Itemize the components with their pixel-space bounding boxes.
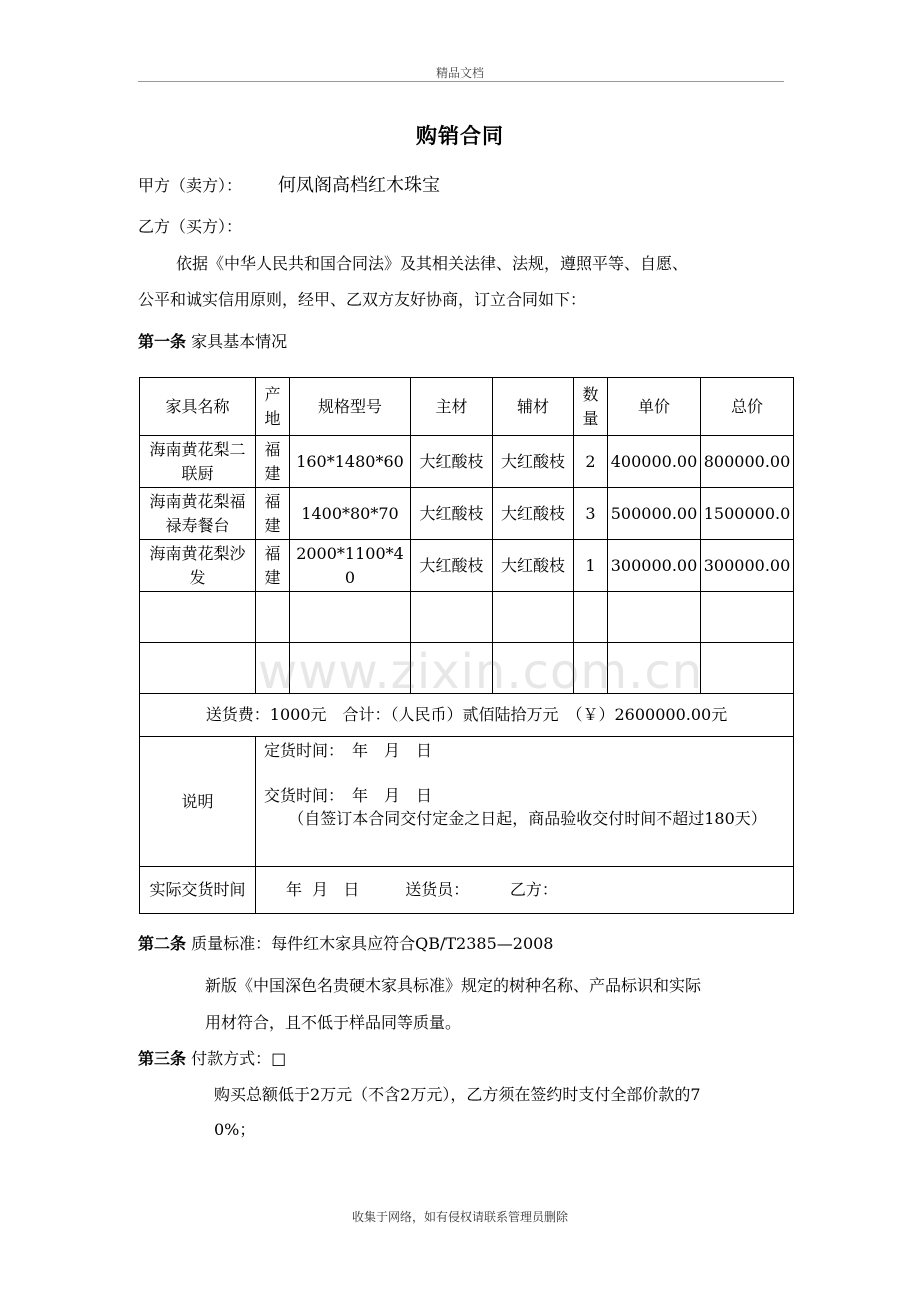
delivery-time: 交货时间： 年 月 日	[264, 786, 433, 805]
header-total-price: 总价	[701, 378, 794, 436]
article-2-line-2: 新版《中国深色名贵硬木家具标准》规定的树种名称、产品标识和实际	[205, 976, 702, 995]
intro-line-2: 公平和诚实信用原则，经甲、乙双方友好协商，订立合同如下：	[138, 290, 587, 309]
cell-aux-material: 大红酸枝	[493, 436, 574, 488]
cell-origin: 福建	[256, 488, 290, 540]
article-1-head: 第一条	[138, 332, 187, 351]
article-3-text: 付款方式：□	[191, 1049, 287, 1068]
party-a-value: 何凤阁高档红木珠宝	[278, 175, 440, 196]
header-origin: 产地	[256, 378, 290, 436]
table-row	[140, 488, 794, 540]
article-2-head: 第二条	[138, 934, 187, 953]
intro-line-1: 依据《中华人民共和国合同法》及其相关法律、法规，遵照平等、自愿、	[176, 254, 689, 273]
cell-origin: 福建	[256, 436, 290, 488]
cell-quantity: 3	[574, 488, 608, 540]
header-name: 家具名称	[140, 378, 256, 436]
cell-name: 海南黄花梨福禄寿餐台	[140, 488, 256, 540]
delivery-note: （自签订本合同交付定金之日起，商品验收交付时间不超过180天）	[288, 809, 767, 828]
article-1-text: 家具基本情况	[191, 332, 288, 351]
header-divider	[138, 81, 784, 82]
cell-unit-price: 500000.00	[608, 488, 701, 540]
cell-name: 海南黄花梨沙发	[140, 540, 256, 592]
article-3-line-2: 购买总额低于2万元（不含2万元），乙方须在签约时支付全部价款的7	[214, 1085, 701, 1104]
cell-main-material: 大红酸枝	[411, 488, 493, 540]
table-header-row	[140, 378, 794, 436]
fee-total-text: 送货费：1000元 合计：（人民币）贰佰陆拾万元 （￥）2600000.00元	[140, 694, 794, 737]
watermark: www.zixin.com.cn	[258, 644, 704, 700]
article-3	[138, 1046, 286, 1069]
cell-main-material: 大红酸枝	[411, 436, 493, 488]
article-1	[138, 329, 287, 352]
cell-total-price: 300000.00	[701, 540, 794, 592]
note-content	[256, 737, 794, 867]
table-row	[140, 540, 794, 592]
header-main-material: 主材	[411, 378, 493, 436]
cell-quantity: 1	[574, 540, 608, 592]
cell-spec: 160*1480*60	[290, 436, 411, 488]
party-a-label: 甲方（卖方）：	[138, 176, 243, 195]
cell-quantity: 2	[574, 436, 608, 488]
article-2-line-3: 用材符合，且不低于样品同等质量。	[205, 1013, 462, 1032]
header-spec: 规格型号	[290, 378, 411, 436]
actual-delivery-label: 实际交货时间	[140, 867, 256, 914]
header-unit-price: 单价	[608, 378, 701, 436]
actual-delivery-value: 年 月 日 送货员： 乙方：	[256, 867, 794, 914]
page-footer: 收集于网络，如有侵权请联系管理员删除	[351, 1210, 568, 1224]
article-2-text: 质量标准：每件红木家具应符合QB/T2385—2008	[191, 934, 554, 953]
cell-spec: 1400*80*70	[290, 488, 411, 540]
note-row	[140, 737, 794, 867]
article-3-line-3: 0%；	[214, 1120, 256, 1139]
cell-name: 海南黄花梨二联厨	[140, 436, 256, 488]
cell-aux-material: 大红酸枝	[493, 488, 574, 540]
cell-aux-material: 大红酸枝	[493, 540, 574, 592]
cell-unit-price: 300000.00	[608, 540, 701, 592]
header-quantity: 数量	[574, 378, 608, 436]
cell-origin: 福建	[256, 540, 290, 592]
note-label: 说明	[140, 737, 256, 867]
cell-total-price: 800000.00	[701, 436, 794, 488]
party-b-label: 乙方（买方）：	[138, 217, 243, 236]
order-time: 定货时间： 年 月 日	[264, 741, 433, 760]
cell-total-price: 1500000.0	[701, 488, 794, 540]
article-2	[138, 931, 554, 954]
article-3-head: 第三条	[138, 1049, 187, 1068]
cell-unit-price: 400000.00	[608, 436, 701, 488]
document-title: 购销合同	[416, 123, 504, 148]
cell-main-material: 大红酸枝	[411, 540, 493, 592]
table-row	[140, 436, 794, 488]
page-header: 精品文档	[435, 66, 484, 80]
actual-delivery-row	[140, 867, 794, 914]
header-aux-material: 辅材	[493, 378, 574, 436]
cell-spec: 2000*1100*40	[290, 540, 411, 592]
table-row-empty	[140, 592, 794, 643]
